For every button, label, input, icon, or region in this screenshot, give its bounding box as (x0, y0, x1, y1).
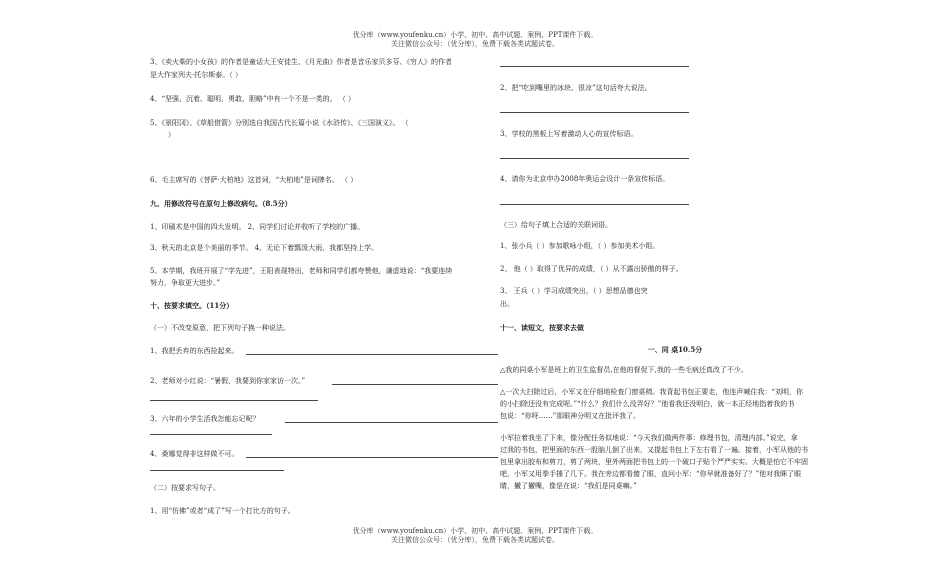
answer-line[interactable] (150, 434, 272, 435)
page-footer (0, 527, 950, 545)
answer-line[interactable] (150, 470, 284, 471)
footer-line-2: 关注微信公众号：（优分库），免费下载各类试题试卷。 (391, 536, 559, 545)
write-4: 4、请你为北京申办2008年奥运会设计一条宣传标语。 (500, 175, 670, 183)
passage-paragraph-1: △我的同桌小军是班上的卫生监督员,在他的督促下,我的一些毛病还真改了不少。 (500, 366, 748, 374)
answer-line[interactable] (500, 204, 689, 205)
conjunction-2: 2、 他（ ）取得了优异的成绩，（ ）从不露出骄傲的样子。 (500, 265, 683, 273)
sentence-5-line-2: 努力，争取更大进步。” (150, 279, 221, 287)
answer-line[interactable] (150, 400, 318, 401)
passage-paragraph-3-line-3: 包里拿出胶布和剪刀，剪了两块，里外两面把书包上的一个破口子贴个严严实实。大概是怕它不牢固 (500, 458, 808, 466)
sentence-3-4: 3、秋天的北京是个美丽的季节。 4、无论下着瓢泼大雨，我都坚持上学。 (150, 244, 379, 252)
answer-line[interactable] (246, 457, 498, 458)
rewrite-3: 3、六年的小学生活我怎能忘记呢？ (150, 415, 260, 423)
sentence-5-line-1: 5、本学期，我班开展了“学先进”，王阳表现特出，老师和同学们都夸赞他，谦虚地说：“我要连续 (150, 267, 453, 275)
section-11-title: 十一、读短文，按要求去做 (500, 323, 584, 332)
question-6: 6、毛主席写的《菩萨·大柏地》这首词，“大柏地”是词牌名。 （ ） (150, 176, 358, 184)
answer-line[interactable] (500, 158, 689, 159)
page-header (0, 31, 950, 49)
passage-paragraph-3-line-1: 小军拉着我坐了下来，像分配任务似地说：“今天我们做两件事：修理书包，清理内部。”说完，拿 (500, 434, 798, 442)
answer-line[interactable] (500, 112, 689, 113)
question-5-line-2: ） (168, 131, 175, 139)
passage-title: 一、同 桌10.5分 (647, 345, 703, 354)
write-3: 3、学校的黑板上写着激动人心的宣传标语。 (500, 130, 638, 138)
question-3-line-1: 3、《卖火柴的小女孩》的作者是童话大王安徒生、《月光曲》作者是音乐家贝多芬、《穷人》的作者 (150, 58, 452, 66)
subsection-1-title: （一）不改变原意，把下列句子换一种说法。 (150, 324, 290, 332)
subsection-3-title: （三）给句子填上合适的关联词语。 (500, 221, 612, 229)
section-10-title: 十、按要求填空。（11分） (150, 301, 234, 310)
question-5-line-1: 5、《景阳冈》、《草船借箭》分别选自我国古代长篇小说《水浒传》、《三国演义》。 （ (150, 119, 409, 127)
answer-line[interactable] (332, 384, 498, 385)
header-line-1: 优分库（www.youfenku.cn）小学、初中、高中试题、案例、PPT课件下载。 (352, 31, 598, 39)
subsection-2-title: （二）按要求写句子。 (150, 484, 220, 492)
conjunction-3-line-2: 出。 (500, 300, 514, 308)
header-line-2: 关注微信公众号：（优分库），免费下载各类试题试卷。 (391, 40, 559, 49)
answer-line[interactable] (246, 354, 498, 355)
sentence-1-2: 1、印刷术是中国的四大发明。 2、同学们讨论并收听了学校的广播。 (150, 223, 365, 231)
rewrite-4: 4、桑娜觉得非这样做不可。 (150, 450, 239, 458)
write-2: 2、把“吃到嘴里的冰块、很凉”这句话夸大说法。 (500, 84, 652, 92)
answer-line[interactable] (285, 422, 498, 423)
passage-paragraph-2-line-1: △一次大扫除过后，小军又在仔细地检查门窗桌椅。我背起书包正要走，他连声喊住我：“刘明，你 (500, 388, 803, 396)
answer-line[interactable] (500, 66, 689, 67)
footer-line-1: 优分库（www.youfenku.cn）小学、初中、高中试题、案例、PPT课件下载。 (352, 527, 598, 535)
rewrite-1: 1、我把丢弃的东西捡起来。 (150, 347, 239, 355)
question-4: 4、“坚强、沉着、聪明、勇敢、胆略”中有一个不是一类的。 （ ） (150, 95, 356, 103)
section-9-title: 九、用修改符号在原句上修改病句。（8.5分） (150, 199, 292, 208)
passage-paragraph-3-line-5: 睛，撇了撇嘴，像是在说：“我们是同桌嘛。” (500, 482, 637, 490)
question-3-line-2: 是大作家列夫·托尔斯泰。（ ） (150, 71, 242, 79)
rewrite-2: 2、老师对小红说：“暑假，我要到你家家访一次。” (150, 377, 306, 385)
conjunction-3-line-1: 3、 王兵（ ）学习成绩突出，（ ）思想品德也突 (500, 287, 648, 295)
conjunction-1: 1、张小兵（ ）参加歌咏小组，（ ）参加美术小组。 (500, 242, 660, 250)
passage-paragraph-3-line-2: 过我的书包，把里面的东西一股脑儿倒了出来，又提起书包上下左右看了一遍。接着，小军从他的书 (500, 446, 808, 454)
passage-paragraph-3-line-4: 吧，小军又用拳手捶了几下。我在旁边都看傻了眼，直问小军：“你早就准备好了？”他对我眯了眼 (500, 470, 802, 478)
write-1: 1、用“仿佛”或者“成了”写一个打比方的句子。 (150, 507, 295, 515)
passage-paragraph-2-line-2: 的小扫除还没有完成呢。”“什么？我们什么没弄好？”他看我还没明白，就一本正经地指着我的书 (500, 400, 795, 408)
passage-paragraph-2-line-3: 包说：“你呀……”那眼神分明又在批评我了。 (500, 412, 641, 420)
